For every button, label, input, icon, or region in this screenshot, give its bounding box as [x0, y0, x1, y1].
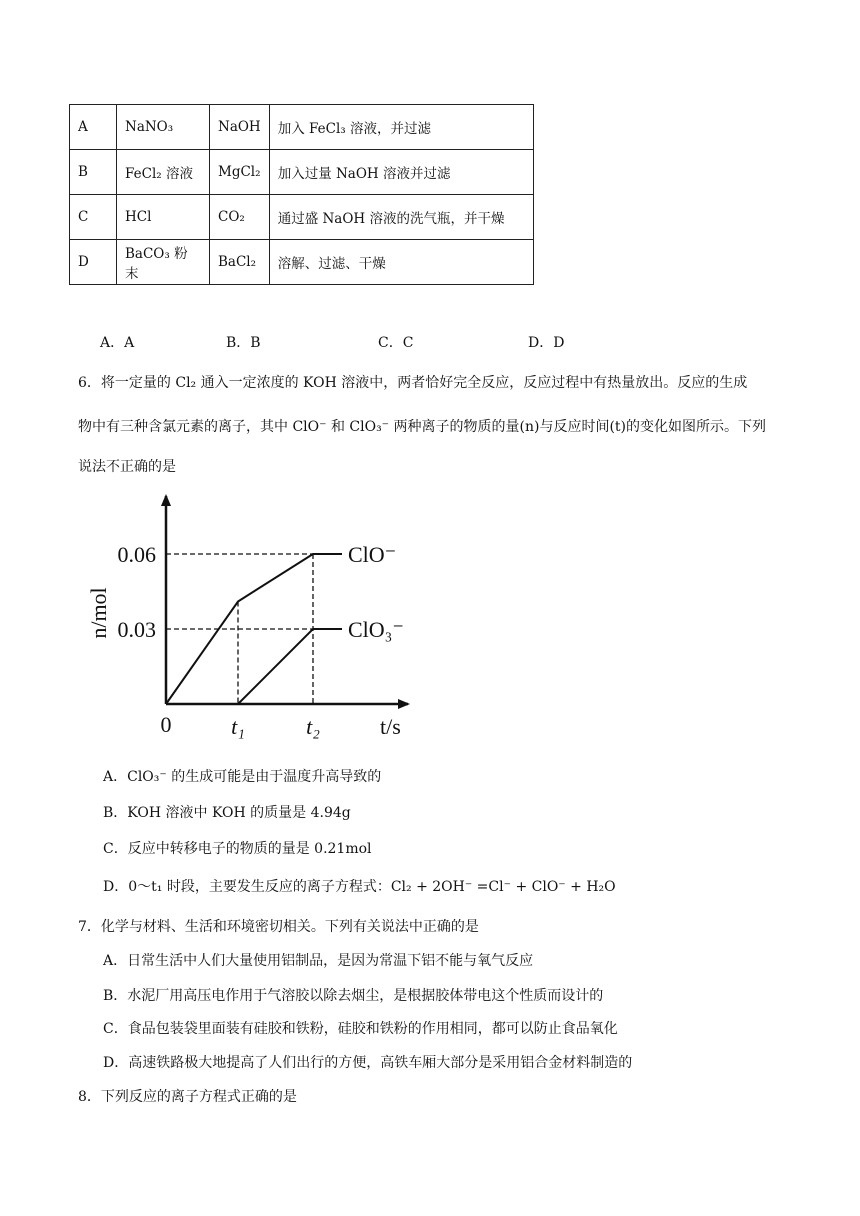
substance-cell: FeCl₂ 溶液	[117, 150, 210, 195]
impurity-cell: MgCl₂	[210, 150, 270, 195]
row-label: B	[70, 150, 117, 195]
q7-stem: 7．化学与材料、生活和环境密切相关。下列有关说法中正确的是	[78, 919, 479, 935]
x-axis-label: t/s	[380, 714, 401, 739]
y-axis-label: n/mol	[86, 587, 111, 639]
q6-stem-line1: 6．将一定量的 Cl₂ 通入一定浓度的 KOH 溶液中，两者恰好完全反应，反应过程中有热量放出。反应的生成	[78, 375, 748, 391]
series-label-1: ClO₃⁻	[348, 617, 404, 642]
q6-stem-line3: 说法不正确的是	[78, 459, 176, 475]
table-row	[70, 240, 534, 285]
impurity-cell: CO₂	[210, 195, 270, 240]
row-label: D	[70, 240, 117, 285]
q5-choice-b[interactable]: B．B	[226, 335, 261, 351]
series-label-0: ClO⁻	[348, 542, 397, 567]
chart-layer	[86, 496, 408, 739]
x-tick-t1: t₁	[231, 714, 245, 739]
table-row	[70, 150, 534, 195]
q6-stem-line2: 物中有三种含氯元素的离子，其中 ClO⁻ 和 ClO₃⁻ 两种离子的物质的量(n)与反应时间(t)的变化如图所示。下列	[78, 419, 767, 435]
x-tick-t2: t₂	[306, 714, 320, 739]
impurity-cell: BaCl₂	[210, 240, 270, 285]
q5-choices	[100, 332, 700, 352]
q5-choice-d[interactable]: D．D	[528, 335, 565, 351]
q6-option-a[interactable]: A．ClO₃⁻ 的生成可能是由于温度升高导致的	[103, 769, 382, 785]
origin-label: 0	[160, 712, 172, 737]
method-cell: 加入过量 NaOH 溶液并过滤	[269, 150, 533, 195]
row-label: C	[70, 195, 117, 240]
options-table	[69, 104, 534, 285]
chart	[80, 488, 420, 748]
table-row	[70, 195, 534, 240]
method-cell: 通过盛 NaOH 溶液的洗气瓶，并干燥	[269, 195, 533, 240]
q5-choice-a[interactable]: A．A	[100, 335, 135, 351]
table-row	[70, 105, 534, 150]
method-cell: 加入 FeCl₃ 溶液，并过滤	[269, 105, 533, 150]
y-tick-0.03: 0.03	[117, 617, 156, 642]
q8-stem: 8．下列反应的离子方程式正确的是	[78, 1089, 297, 1105]
substance-cell: NaNO₃	[117, 105, 210, 150]
q7-option-a[interactable]: A．日常生活中人们大量使用铝制品，是因为常温下铝不能与氧气反应	[103, 953, 534, 969]
substance-cell: HCl	[117, 195, 210, 240]
y-tick-0.06: 0.06	[117, 542, 156, 567]
series-line-1	[238, 629, 342, 704]
impurity-cell: NaOH	[210, 105, 270, 150]
q7-option-b[interactable]: B．水泥厂用高压电作用于气溶胶以除去烟尘，是根据胶体带电这个性质而设计的	[103, 988, 604, 1004]
q7-option-c[interactable]: C．食品包装袋里面装有硅胶和铁粉，硅胶和铁粉的作用相同，都可以防止食品氧化	[103, 1021, 618, 1037]
q5-choice-c[interactable]: C．C	[378, 335, 414, 351]
method-cell: 溶解、过滤、干燥	[269, 240, 533, 285]
substance-cell: BaCO₃ 粉末	[117, 240, 210, 285]
row-label: A	[70, 105, 117, 150]
q6-option-d[interactable]: D．0～t₁ 时段，主要发生反应的离子方程式：Cl₂ + 2OH⁻ =Cl⁻ + ClO⁻ + H₂O	[103, 879, 616, 895]
q6-option-c[interactable]: C．反应中转移电子的物质的量是 0.21mol	[103, 841, 372, 857]
q6-option-b[interactable]: B．KOH 溶液中 KOH 的质量是 4.94g	[103, 805, 351, 821]
q7-option-d[interactable]: D．高速铁路极大地提高了人们出行的方便，高铁车厢大部分是采用铝合金材料制造的	[103, 1055, 633, 1071]
